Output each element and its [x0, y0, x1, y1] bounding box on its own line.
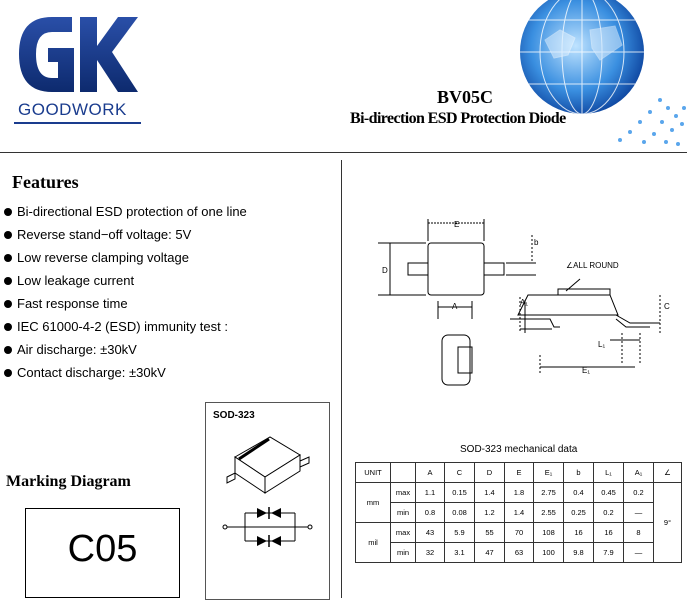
table-row [356, 523, 682, 543]
table-cell: 0.15 [445, 483, 475, 503]
dim-c-label: C [664, 302, 670, 311]
features-list [4, 200, 247, 384]
feature-item: Bi-directional ESD protection of one line [4, 200, 247, 223]
table-header: ∠ [654, 463, 682, 483]
table-cell: 0.45 [594, 483, 624, 503]
all-round-note: ∠ALL ROUND [566, 261, 619, 270]
header-divider [0, 152, 687, 153]
table-cell: — [624, 543, 654, 563]
table-cell: 16 [564, 523, 594, 543]
dim-b-label: b [534, 238, 539, 247]
table-header: D [475, 463, 505, 483]
part-number: BV05C [437, 87, 494, 107]
package-illustration [215, 425, 325, 595]
table-cell: 1.4 [475, 483, 505, 503]
table-cell: 9.8 [564, 543, 594, 563]
table-header: UNIT [356, 463, 391, 483]
feature-item: IEC 61000-4-2 (ESD) immunity test : [4, 315, 247, 338]
dim-a-label: A [452, 302, 458, 311]
table-cell: 0.25 [564, 503, 594, 523]
bullet-icon [4, 300, 12, 308]
brand-underline [14, 122, 141, 124]
dim-a1-label: A₁ [520, 298, 529, 307]
bullet-icon [4, 208, 12, 216]
table-cell: min [391, 543, 416, 563]
bullet-icon [4, 369, 12, 377]
table-header: b [564, 463, 594, 483]
table-header: E [505, 463, 534, 483]
table-cell: 1.4 [505, 503, 534, 523]
table-row [356, 483, 682, 503]
table-cell: 3.1 [445, 543, 475, 563]
table-header: C [445, 463, 475, 483]
brand-name: GOODWORK [18, 100, 127, 119]
table-cell: 1.8 [505, 483, 534, 503]
marking-code: C05 [67, 528, 138, 570]
table-cell: 5.9 [445, 523, 475, 543]
table-header: A [416, 463, 445, 483]
table-cell: 63 [505, 543, 534, 563]
table-header [391, 463, 416, 483]
bullet-icon [4, 254, 12, 262]
angle-cell: 9° [654, 483, 682, 563]
dim-e1-label: E₁ [582, 366, 591, 375]
table-cell: 0.08 [445, 503, 475, 523]
table-cell: 55 [475, 523, 505, 543]
bullet-icon [4, 277, 12, 285]
table-cell: 1.1 [416, 483, 445, 503]
table-row [356, 543, 682, 563]
feature-item: Low leakage current [4, 269, 247, 292]
table-cell: 32 [416, 543, 445, 563]
feature-item: Reverse stand−off voltage: 5V [4, 223, 247, 246]
table-cell: 0.8 [416, 503, 445, 523]
feature-item: Contact discharge: ±30kV [4, 361, 247, 384]
table-cell: 47 [475, 543, 505, 563]
table-header: A₁ [624, 463, 654, 483]
package-label: SOD-323 [213, 410, 255, 421]
table-cell: 70 [505, 523, 534, 543]
column-divider [341, 160, 342, 598]
mechanical-drawing [360, 205, 687, 400]
dim-d-label: D [382, 266, 388, 275]
feature-item: Air discharge: ±30kV [4, 338, 247, 361]
table-cell: 2.55 [534, 503, 564, 523]
table-cell: max [391, 523, 416, 543]
table-cell: 0.4 [564, 483, 594, 503]
unit-cell: mm [356, 483, 391, 523]
table-cell: 0.2 [594, 503, 624, 523]
part-subtitle: Bi-direction ESD Protection Diode [350, 110, 566, 127]
table-cell: 108 [534, 523, 564, 543]
table-cell: — [624, 503, 654, 523]
feature-item: Low reverse clamping voltage [4, 246, 247, 269]
unit-cell: mil [356, 523, 391, 563]
table-cell: 0.2 [624, 483, 654, 503]
table-header: E₁ [534, 463, 564, 483]
features-title: Features [12, 172, 79, 192]
table-cell: 7.9 [594, 543, 624, 563]
table-cell: max [391, 483, 416, 503]
dim-e-label: E [454, 220, 460, 229]
table-header-row [356, 463, 682, 483]
bullet-icon [4, 346, 12, 354]
table-cell: min [391, 503, 416, 523]
table-cell: 2.75 [534, 483, 564, 503]
table-cell: 43 [416, 523, 445, 543]
marking-title: Marking Diagram [6, 473, 131, 490]
mechanical-data-title: SOD-323 mechanical data [460, 444, 578, 455]
gk-logo [14, 12, 140, 97]
table-cell: 1.2 [475, 503, 505, 523]
table-cell: 16 [594, 523, 624, 543]
table-row [356, 503, 682, 523]
table-cell: 8 [624, 523, 654, 543]
mechanical-data-table [355, 462, 682, 563]
table-header: L₁ [594, 463, 624, 483]
feature-item: Fast response time [4, 292, 247, 315]
dim-l1-label: L₁ [598, 340, 606, 349]
bullet-icon [4, 231, 12, 239]
bullet-icon [4, 323, 12, 331]
table-cell: 100 [534, 543, 564, 563]
